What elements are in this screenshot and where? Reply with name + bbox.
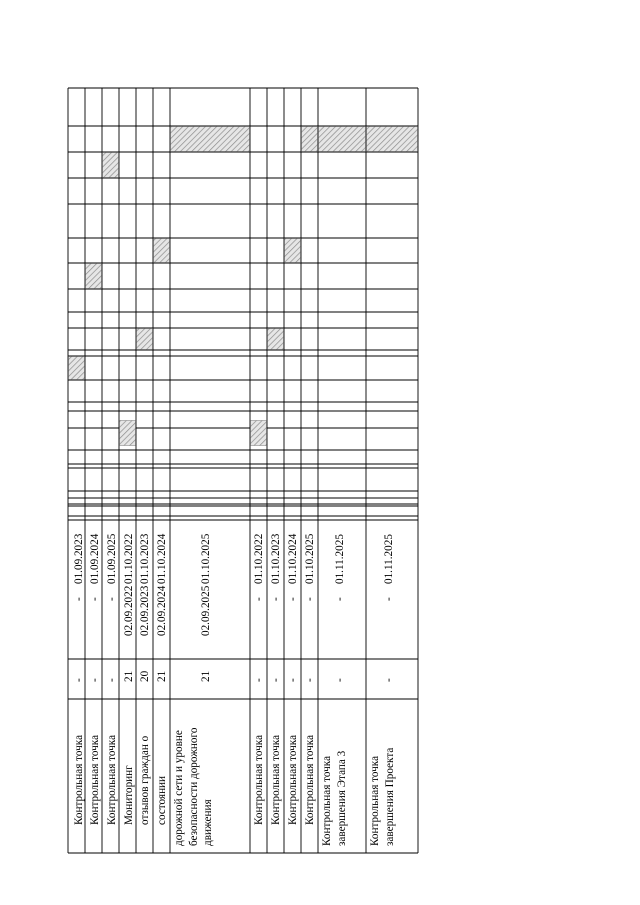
row-name: Контрольная точка	[106, 734, 118, 825]
row-duration: -	[304, 678, 316, 682]
row-end-date: 01.10.2024	[287, 533, 299, 584]
schedule-shaded-cell	[302, 127, 318, 152]
row-start-date: -	[304, 597, 316, 601]
row-end-date: 01.10.2022	[253, 533, 265, 584]
row-name: Контрольная точка	[304, 734, 316, 825]
row-end-date: 01.10.2024	[156, 533, 168, 584]
schedule-shaded-cell	[367, 127, 418, 152]
row-start-date: 02.09.2022	[123, 585, 135, 636]
row-duration: -	[270, 678, 282, 682]
row-duration: -	[73, 678, 85, 682]
row-start-date: -	[253, 597, 265, 601]
row-duration: -	[253, 678, 265, 682]
schedule-shaded-cell	[120, 421, 136, 446]
row-start-date: -	[287, 597, 299, 601]
row-duration: -	[383, 678, 395, 682]
row-name: Контрольная точка	[89, 734, 101, 825]
schedule-shaded-cell	[86, 264, 102, 289]
row-duration: 21	[156, 670, 168, 682]
row-start-date: -	[270, 597, 282, 601]
row-start-date: -	[334, 597, 346, 601]
row-name: Контрольная точка	[287, 734, 299, 825]
row-start-date: -	[73, 597, 85, 601]
row-end-date: 01.10.2025	[304, 533, 316, 584]
row-end-date: 01.09.2023	[73, 533, 85, 584]
schedule-shaded-cell	[103, 153, 119, 178]
row-end-date: 01.10.2023	[139, 533, 151, 584]
row-start-date: -	[383, 597, 395, 601]
row-start-date: -	[106, 597, 118, 601]
row-duration: -	[89, 678, 101, 682]
row-name: Контрольная точка	[270, 734, 282, 825]
row-start-date: 02.09.2023	[139, 585, 151, 636]
row-end-date: 01.10.2025	[200, 533, 212, 584]
row-duration: 21	[200, 670, 212, 682]
row-end-date: 01.09.2025	[106, 533, 118, 584]
row-start-date: 02.09.2024	[156, 585, 168, 636]
row-end-date: 01.09.2024	[89, 533, 101, 584]
row-name: дорожной сети и уровне безопасности дорожного движения	[173, 727, 214, 846]
row-end-date: 01.11.2025	[383, 534, 395, 584]
grid-lines	[68, 88, 418, 853]
row-name: Контрольная точка завершения Этапа 3	[321, 750, 348, 846]
row-duration: 20	[139, 670, 151, 682]
row-duration: 21	[123, 670, 135, 682]
schedule-shaded-cell	[268, 329, 284, 350]
row-duration: -	[106, 678, 118, 682]
schedule-shaded-cell	[319, 127, 366, 152]
schedule-shaded-cell	[69, 357, 85, 380]
schedule-shaded-cell	[154, 239, 170, 263]
row-name: Контрольная точка	[73, 734, 85, 825]
schedule-shaded-cell	[171, 127, 250, 152]
schedule-shaded-cell	[285, 239, 301, 263]
row-name: Контрольная точка	[253, 734, 265, 825]
row-name: Мониторинг	[123, 765, 135, 825]
row-end-date: 01.10.2023	[270, 533, 282, 584]
row-duration: -	[287, 678, 299, 682]
row-end-date: 01.11.2025	[334, 534, 346, 584]
row-start-date: 02.09.2025	[200, 585, 212, 636]
row-duration: -	[334, 678, 346, 682]
schedule-table	[68, 88, 418, 853]
schedule-shaded-cell	[137, 329, 153, 350]
row-end-date: 01.10.2022	[123, 533, 135, 584]
schedule-shaded-cell	[251, 421, 267, 446]
row-start-date: -	[89, 597, 101, 601]
row-name: отзывов граждан о	[139, 735, 151, 825]
row-name: Контрольная точка завершения Проекта	[369, 747, 396, 846]
table-grid	[68, 88, 418, 853]
row-name: состоянии	[156, 775, 168, 825]
